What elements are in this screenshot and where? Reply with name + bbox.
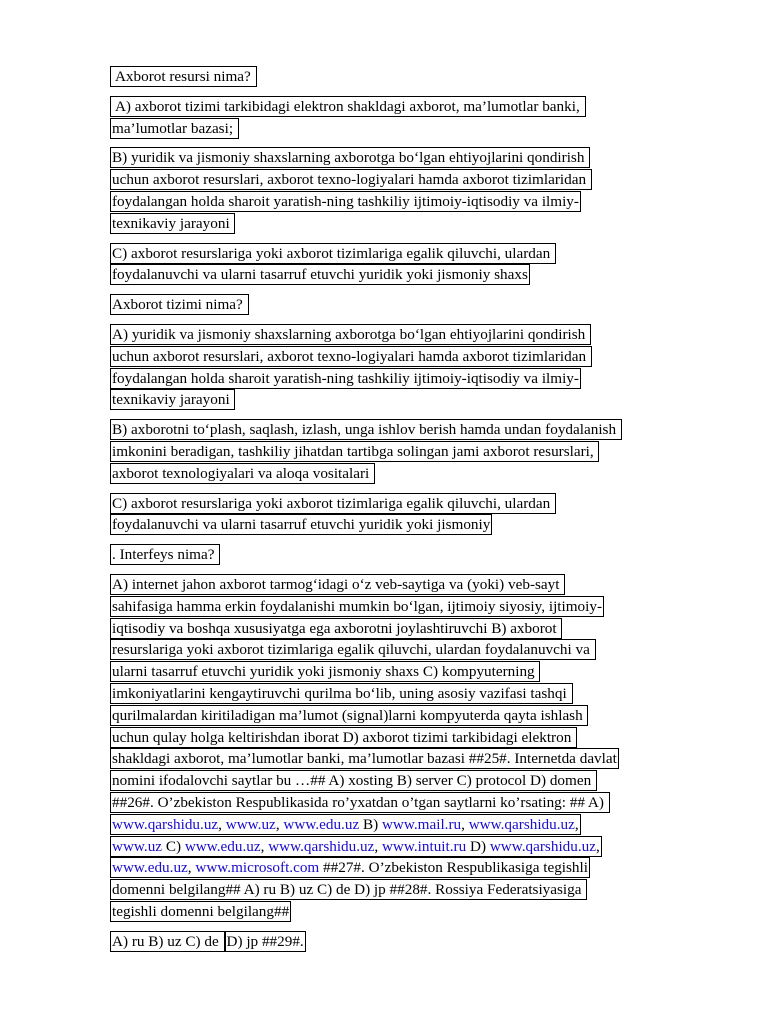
text-line: sahifasiga hamma erkin foydalanishi mumkin bo‘lgan, ijtimoiy siyosiy, ijtimoiy- — [112, 597, 603, 615]
separator-text: D) — [466, 837, 490, 855]
url-link[interactable]: www.uz — [112, 837, 163, 855]
text-line: shakldagi axborot, ma’lumotlar banki, ma’lumotlar bazasi ##25#. Internetda davlat — [112, 750, 617, 768]
url-link[interactable]: www.qarshidu.uz — [268, 837, 375, 855]
url-link[interactable]: www.qarshidu.uz — [489, 837, 596, 855]
url-link[interactable]: www.edu.uz — [283, 815, 360, 833]
text-line: uchun qulay holga keltirishdan iborat D) axborot tizimi tarkibidagi elektron — [112, 728, 576, 746]
url-link[interactable]: www.uz — [225, 815, 276, 833]
text-line: domenni belgilang## A) ru B) uz C) de D) jp ##28#. Rossiya Federatsiyasiga — [112, 881, 586, 899]
text-line: foydalangan holda sharoit yaratish-ning tashkiliy ijtimoiy-iqtisodiy va ilmiy- — [112, 369, 579, 387]
text-line: qurilmalardan kiritiladigan ma’lumot (signal)larni kompyuterda qayta ishlash — [112, 706, 587, 724]
text-line: texnikaviy jarayoni — [112, 391, 234, 409]
url-link[interactable]: www.intuit.ru — [381, 837, 467, 855]
separator-text: , — [595, 837, 600, 855]
answer-c-system — [110, 493, 712, 537]
answer-a-resource — [110, 96, 712, 140]
question-resource — [110, 66, 712, 88]
text-line: . Interfeys nima? — [112, 546, 219, 564]
separator-text: , — [461, 815, 469, 833]
question-system — [110, 294, 712, 316]
text-line: tegishli domenni belgilang## — [112, 902, 290, 920]
text-line: C) axborot resurslariga yoki axborot tizimlariga egalik qiluvchi, ulardan — [112, 494, 554, 512]
separator-text: , — [275, 815, 284, 833]
separator-text: , — [260, 837, 269, 855]
text-line: resurslariga yoki axborot tizimlariga egalik qiluvchi, ulardan foydalanuvchi va — [112, 641, 594, 659]
text-line: D) jp ##29#. — [226, 932, 304, 950]
text-line: ##26#. O’zbekiston Respublikasida ro’yxatdan o’tgan saytlarni ko’rsating: ## A) — [112, 793, 608, 811]
answer-b-system — [110, 419, 712, 484]
text-line: Axborot tizimi nima? — [112, 296, 247, 314]
long-answer-block — [110, 574, 712, 923]
text-line: nomini ifodalovchi saytlar bu …## A) xosting B) server C) protocol D) domen — [112, 772, 595, 790]
url-link[interactable]: www.qarshidu.uz — [112, 815, 219, 833]
text-line: texnikaviy jarayoni — [112, 214, 234, 232]
text-line: imkoniyatlarini kengaytiruvchi qurilma bo‘lib, uning asosiy vazifasi tashqi — [112, 684, 571, 702]
answer-a-system — [110, 324, 712, 411]
text-line: A) yuridik va jismoniy shaxslarning axborotga bo‘lgan ehtiyojlarini qondirish — [112, 325, 590, 343]
text-line: Axborot resursi nima? — [112, 68, 255, 85]
answer-c-resource — [110, 243, 712, 287]
text-line: ma’lumotlar bazasi; — [112, 119, 237, 137]
separator-text: , — [218, 815, 226, 833]
separator-text: , — [187, 859, 196, 877]
url-link[interactable]: www.edu.uz — [112, 859, 188, 877]
text-line: uchun axborot resurslari, axborot texno-logiyalari hamda axborot tizimlaridan — [112, 171, 590, 189]
url-link[interactable]: www.qarshidu.uz — [468, 815, 575, 833]
link-line — [110, 857, 590, 878]
text-line: uchun axborot resurslari, axborot texno-logiyalari hamda axborot tizimlaridan — [112, 347, 590, 365]
text-line: A) axborot tizimi tarkibidagi elektron shakldagi axborot, ma’lumotlar banki, — [112, 97, 584, 115]
text-line: A) ru B) uz C) de — [112, 932, 223, 950]
text-line: axborot texnologiyalari va aloqa vositalari — [112, 464, 374, 482]
separator-text: ##27#. O’zbekiston Respublikasiga tegishli — [319, 859, 588, 877]
separator-text: , — [374, 837, 382, 855]
text-line: A) internet jahon axborot tarmog‘idagi o‘z veb-saytiga va (yoki) veb-sayt — [112, 575, 564, 593]
last-answer-line — [110, 931, 712, 953]
text-line: C) axborot resurslariga yoki axborot tizimlariga egalik qiluvchi, ulardan — [112, 244, 554, 262]
text-line: foydalanuvchi va ularni tasarruf etuvchi yuridik yoki jismoniy — [112, 516, 491, 534]
document-page — [110, 66, 712, 960]
separator-text: C) — [162, 837, 185, 855]
text-line: foydalanuvchi va ularni tasarruf etuvchi yuridik yoki jismoniy shaxs — [112, 266, 528, 284]
separator-text: B) — [359, 815, 382, 833]
text-line: imkonini beradigan, tashkiliy jihatdan tartibga solingan jami axborot resurslari, — [112, 442, 598, 460]
text-line: foydalangan holda sharoit yaratish-ning tashkiliy ijtimoiy-iqtisodiy va ilmiy- — [112, 192, 579, 210]
text-line: iqtisodiy va boshqa xususiyatga ega axborotni joylashtiruvchi B) axborot — [112, 619, 561, 637]
text-line: ularni tasarruf etuvchi yuridik yoki jismoniy shaxs C) kompyuterning — [112, 663, 539, 681]
link-line — [110, 836, 602, 857]
separator-text: , — [574, 815, 579, 833]
url-link[interactable]: www.edu.uz — [184, 837, 261, 855]
url-link[interactable]: www.mail.ru — [381, 815, 462, 833]
answer-b-resource — [110, 147, 712, 234]
question-interface — [110, 544, 712, 566]
link-line — [110, 814, 581, 835]
url-link[interactable]: www.microsoft.com — [195, 859, 320, 877]
text-line: B) yuridik va jismoniy shaxslarning axborotga bo‘lgan ehtiyojlarini qondirish — [112, 149, 589, 167]
text-line: B) axborotni to‘plash, saqlash, izlash, unga ishlov berish hamda undan foydalanish — [112, 421, 620, 439]
